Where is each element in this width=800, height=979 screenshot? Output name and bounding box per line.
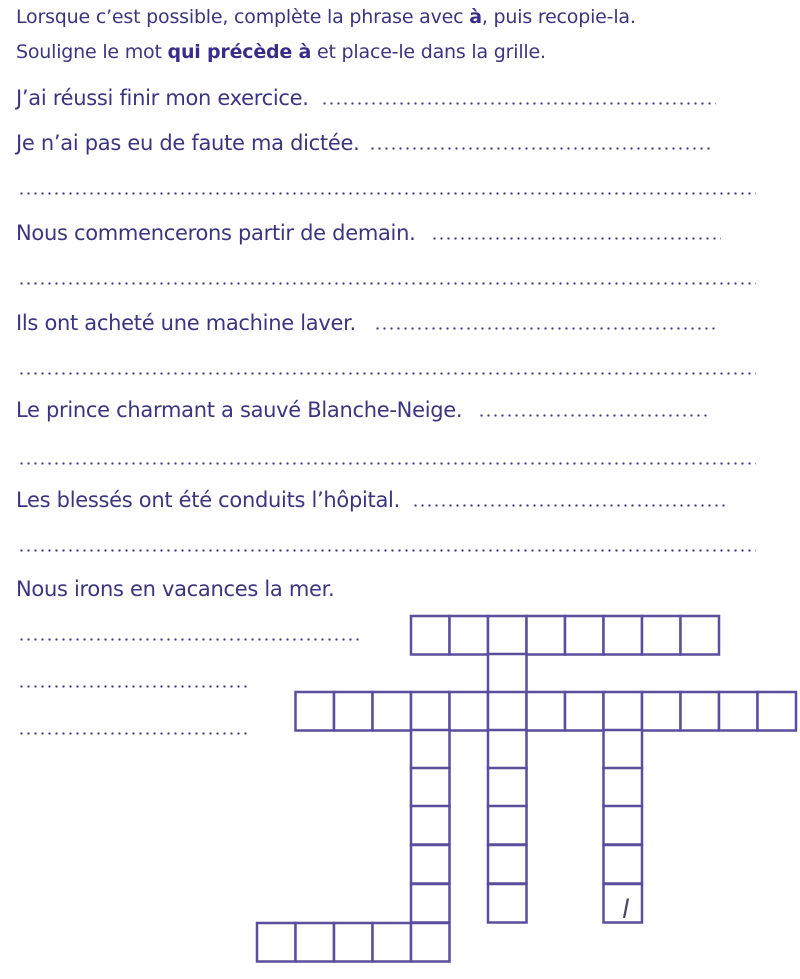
grid-cell[interactable]: [334, 692, 373, 731]
grid-cell[interactable]: [681, 692, 720, 731]
grid-cell[interactable]: [527, 616, 566, 655]
sentence-5: Le prince charmant a sauvé Blanche-Neige.: [16, 398, 710, 422]
grid-cell[interactable]: [604, 616, 643, 655]
grid-cell[interactable]: [604, 845, 643, 884]
grid-cell[interactable]: [604, 692, 643, 731]
grid-cell[interactable]: [488, 654, 527, 693]
grid-cell[interactable]: [411, 806, 450, 845]
grid-cell[interactable]: [565, 616, 604, 655]
grid-cell[interactable]: [604, 730, 643, 769]
instruction-line-2: Souligne le mot qui précède à et place-le dans la grille.: [16, 41, 546, 63]
grid-cell[interactable]: [411, 768, 450, 807]
grid-cell[interactable]: [411, 845, 450, 884]
bold-a: à: [469, 6, 482, 28]
grid-cell[interactable]: [488, 845, 527, 884]
prefilled-letter: l: [622, 895, 630, 925]
grid-cell[interactable]: [604, 806, 643, 845]
grid-cell[interactable]: [527, 692, 566, 731]
grid-cell[interactable]: [604, 768, 643, 807]
grid-cell[interactable]: [296, 692, 335, 731]
grid-cell[interactable]: [373, 923, 412, 962]
sentence-1: J’ai réussi finir mon exercice.: [16, 86, 716, 110]
grid-cell[interactable]: [488, 884, 527, 923]
grid-cell[interactable]: [758, 692, 797, 731]
grid-cell[interactable]: [565, 692, 604, 731]
grid-cell[interactable]: [488, 692, 527, 731]
grid-cell[interactable]: [450, 692, 489, 731]
grid-cell[interactable]: [411, 692, 450, 731]
grid-cell[interactable]: [411, 884, 450, 923]
sentence-2: Je n’ai pas eu de faute ma dictée.: [16, 131, 711, 155]
grid-cell[interactable]: [488, 616, 527, 655]
grid-cell[interactable]: [719, 692, 758, 731]
grid-cell[interactable]: [488, 730, 527, 769]
grid-cell[interactable]: [257, 923, 296, 962]
sentence-7: Nous irons en vacances la mer.: [16, 577, 335, 601]
grid-cell[interactable]: [411, 730, 450, 769]
grid-cell[interactable]: [373, 692, 412, 731]
grid-cell[interactable]: [450, 616, 489, 655]
grid-cell[interactable]: [334, 923, 373, 962]
grid-cell[interactable]: [488, 768, 527, 807]
sentence-6: Les blessés ont été conduits l’hôpital.: [16, 488, 728, 512]
grid-cell[interactable]: [642, 616, 681, 655]
grid-cell[interactable]: [411, 616, 450, 655]
instruction-line-1: Lorsque c’est possible, complète la phrase avec à, puis recopie-la.: [16, 6, 636, 28]
sentence-4: Ils ont acheté une machine laver.: [16, 311, 719, 335]
sentence-3: Nous commencerons partir de demain.: [16, 221, 721, 245]
grid-cell[interactable]: [411, 923, 450, 962]
grid-cell[interactable]: [681, 616, 720, 655]
grid-cell[interactable]: [296, 923, 335, 962]
bold-qui-precede-a: qui précède à: [167, 41, 312, 63]
grid-cell[interactable]: [488, 806, 527, 845]
grid-cell[interactable]: [642, 692, 681, 731]
